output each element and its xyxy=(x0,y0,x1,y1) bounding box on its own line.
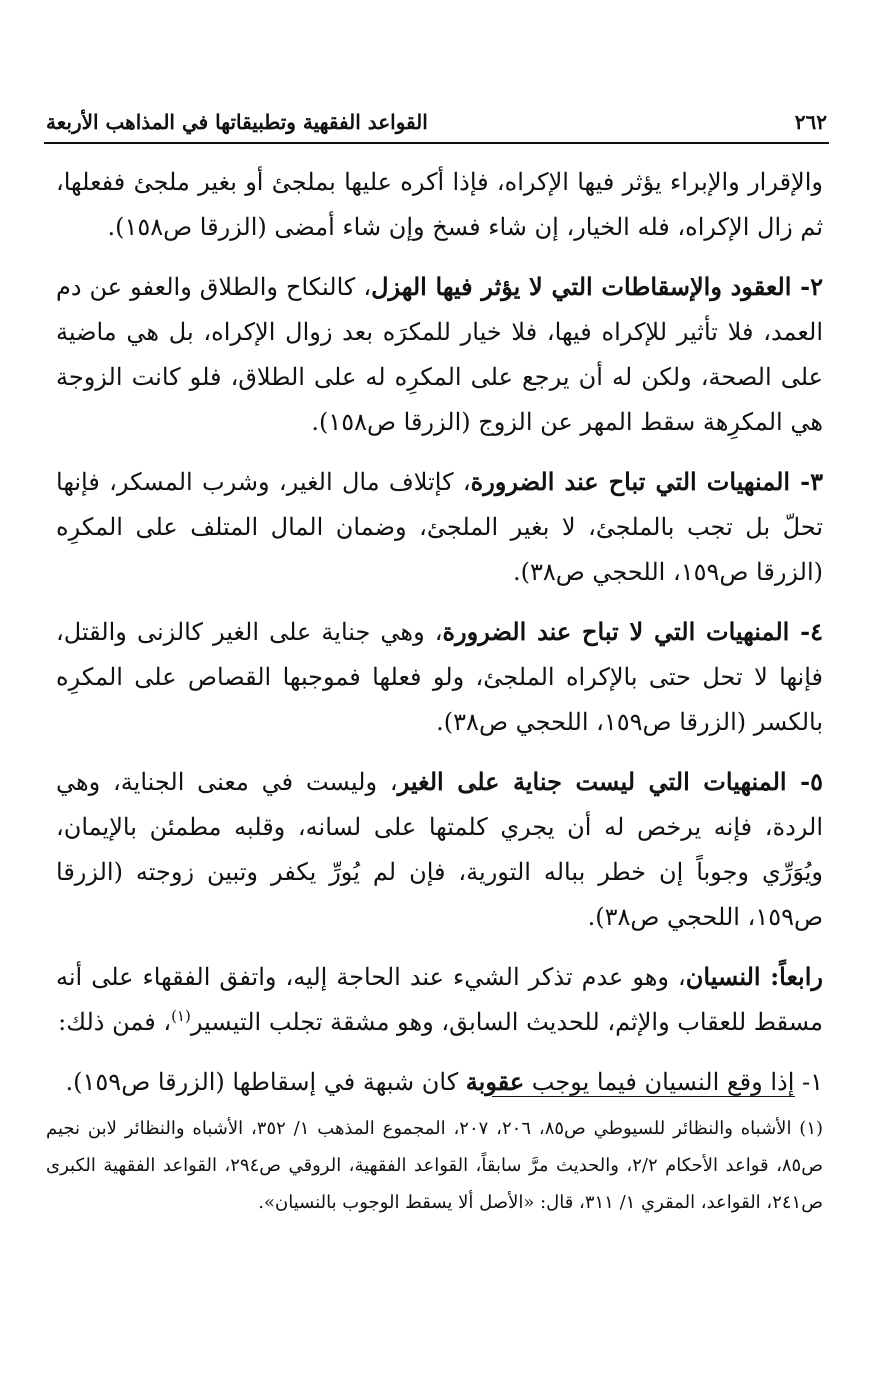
paragraph-text: ، فمن ذلك: xyxy=(58,1008,172,1036)
running-header xyxy=(46,104,827,140)
paragraph-text: ، وهو عدم تذكر الشيء عند الحاجة إليه، واتفق الفقهاء على أنه مسقط للعقاب والإثم، للحديث السابق، وهو مشقة تجلب التيسير xyxy=(56,963,823,1036)
item-heading: المنهيات التي ليست جناية على الغير xyxy=(397,767,787,796)
item-number: ٢- xyxy=(791,272,823,301)
paragraph-text: كان شبهة في إسقاطها (الزرقا ص١٥٩). xyxy=(65,1068,466,1096)
footnote-reference: (١) xyxy=(171,1007,191,1025)
paragraph xyxy=(56,1059,823,1105)
item-number: ٥- xyxy=(786,767,823,796)
item-number: ٤- xyxy=(789,617,823,646)
item-heading: المنهيات التي لا تباح عند الضرورة xyxy=(442,617,790,646)
footnote-text: (١) الأشباه والنظائر للسيوطي ص٨٥، ٢٠٦، ٢٠٧، المجموع المذهب ١/ ٣٥٢، الأشباه والنظائر لابن نجيم ص٨٥، قواعد الأحكام ٢/٢، والحديث مرَّ سابقاً، القواعد الفقهية، الروقي ص٢٩٤، القواعد الفقهية الكبرى ص٢٤١، القواعد، المقري ١/ ٣١١، قال: «الأصل ألا يسقط الوجوب بالنسيان». xyxy=(46,1118,824,1213)
paragraph-text: ١- إذا وقع النسيان فيما يوجب xyxy=(524,1068,823,1096)
book-title: القواعد الفقهية وتطبيقاتها في المذاهب الأربعة xyxy=(46,110,428,134)
footnote-rule xyxy=(492,1096,795,1097)
item-heading: المنهيات التي تباح عند الضرورة xyxy=(470,467,791,496)
paragraph-text: والإقرار والإبراء يؤثر فيها الإكراه، فإذا أكره عليها بملجئ أو بغير ملجئ ففعلها، ثم زال الإكراه، فله الخيار، إن شاء فسخ وإن شاء أمضى (الزرقا ص١٥٨). xyxy=(56,168,823,241)
paragraph-text: ، وليست في معنى الجناية، وهي الردة، فإنه يرخص له أن يجري كلمتها على لسانه، وقلبه مطمئن بالإيمان، ويُوَرِّي وجوباً إن خطر بباله التورية، فإن لم يُورِّ يكفر وتبين زوجته (الزرقا ص١٥٩، اللحجي ص٣٨). xyxy=(56,768,823,931)
item-heading: العقود والإسقاطات التي لا يؤثر فيها الهزل xyxy=(371,272,792,301)
page-body xyxy=(56,160,823,1119)
paragraph xyxy=(56,160,823,250)
page-number: ٢٦٢ xyxy=(794,110,827,134)
section-heading: رابعاً: النسيان xyxy=(685,962,823,991)
footnote xyxy=(46,1110,823,1221)
paragraph xyxy=(56,759,823,940)
paragraph-text: ، كإتلاف مال الغير، وشرب المسكر، فإنها تحلّ بل تجب بالملجئ، لا بغير الملجئ، وضمان المال المتلف على المكرِه (الزرقا ص١٥٩، اللحجي ص٣٨). xyxy=(56,468,823,586)
item-number: ٣- xyxy=(790,467,823,496)
header-rule xyxy=(44,142,829,144)
paragraph-text: ، كالنكاح والطلاق والعفو عن دم العمد، فلا تأثير للإكراه فيها، فلا خيار للمكرَه بعد زوال الإكراه، بل هي ماضية على الصحة، ولكن له أن يرجع على المكرِه له على الطلاق، فلو كانت الزوجة هي المكرِهة سقط المهر عن الزوج (الزرقا ص١٥٨). xyxy=(56,273,823,436)
bold-term: عقوبة xyxy=(465,1067,525,1096)
paragraph xyxy=(56,609,823,745)
paragraph xyxy=(56,459,823,595)
paragraph xyxy=(56,264,823,445)
paragraph-text: ، وهي جناية على الغير كالزنى والقتل، فإنها لا تحل حتى بالإكراه الملجئ، ولو فعلها فموجبها القصاص على المكرِه بالكسر (الزرقا ص١٥٩، اللحجي ص٣٨). xyxy=(56,618,823,736)
paragraph xyxy=(56,954,823,1045)
